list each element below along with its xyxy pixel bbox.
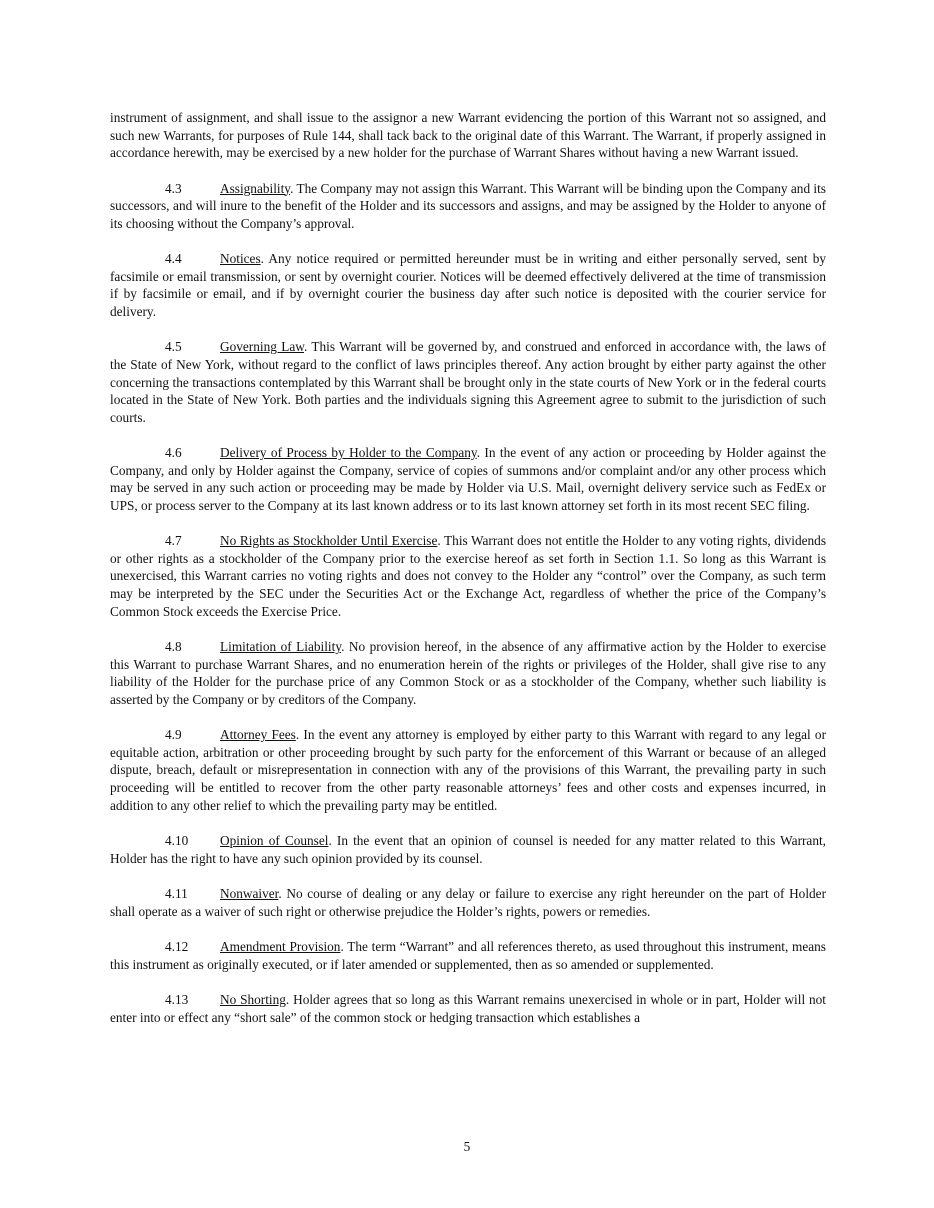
section-heading: Attorney Fees: [220, 727, 296, 743]
section-heading: Limitation of Liability: [220, 639, 342, 655]
section-4-8: [110, 638, 826, 708]
section-heading: Notices: [220, 251, 261, 267]
section-number: 4.12: [165, 938, 189, 954]
section-heading: No Shorting: [220, 991, 286, 1007]
section-text: . Any notice required or permitted hereunder must be in writing and either personally served, sent by facsimile or email transmission, or sent by overnight courier. Notices will be deemed effectively delivered at the time of transmission if by facsimile or email, and if by overnight courier the business day after such notice is deposited with the courier service for delivery.: [110, 251, 826, 319]
section-text: . The term “Warrant” and all references thereto, as used throughout this instrument, means this instrument as originally executed, or if later amended or supplemented, then as so amended or supplemented.: [110, 938, 826, 972]
section-number: 4.7: [165, 533, 182, 549]
section-text: . The Company may not assign this Warrant. This Warrant will be binding upon the Company and its successors, and will inure to the benefit of the Holder and its successors and assigns, and may be assigned by the Holder to anyone of its choosing without the Company’s approval.: [110, 180, 826, 231]
section-number: 4.4: [165, 251, 182, 267]
section-4-4: [110, 250, 826, 320]
section-number: 4.6: [165, 445, 182, 461]
section-text: . No course of dealing or any delay or failure to exercise any right hereunder on the part of Holder shall operate as a waiver of such right or otherwise prejudice the Holder’s rights, powers or remedies.: [110, 885, 826, 919]
section-number: 4.3: [165, 180, 182, 196]
section-heading: Opinion of Counsel: [220, 832, 329, 848]
section-4-3: [110, 180, 826, 233]
section-4-7: [110, 532, 826, 620]
section-heading: Nonwaiver: [220, 885, 279, 901]
section-heading: Governing Law: [220, 339, 304, 355]
section-text: . In the event that an opinion of counsel is needed for any matter related to this Warrant, Holder has the right to have any such opinion provided by its counsel.: [110, 832, 826, 866]
section-number: 4.9: [165, 727, 182, 743]
section-4-5: [110, 338, 826, 426]
section-text: . This Warrant will be governed by, and construed and enforced in accordance with, the laws of the State of New York, without regard to the conflict of laws principles thereof. Any action brought by either party against the other concerning the transactions contemplated by this Warrant shall be brought only in the state courts of New York or in the federal courts located in the State of New York. Both parties and the individuals signing this Agreement agree to submit to the jurisdiction of such courts.: [110, 339, 826, 425]
section-number: 4.5: [165, 339, 182, 355]
section-heading: Amendment Provision: [220, 938, 341, 954]
lead-paragraph: instrument of assignment, and shall issue to the assignor a new Warrant evidencing the portion of this Warrant not so assigned, and such new Warrants, for purposes of Rule 144, shall tack back to the original date of this Warrant. The Warrant, if properly assigned in accordance herewith, may be exercised by a new holder for the purchase of Warrant Shares without having a new Warrant issued.: [110, 110, 826, 161]
document-page: [110, 109, 826, 1044]
section-4-11: [110, 885, 826, 920]
section-number: 4.8: [165, 639, 182, 655]
section-4-12: [110, 938, 826, 973]
page-number: 5: [463, 1139, 471, 1154]
section-4-6: [110, 444, 826, 514]
section-heading: Assignability: [220, 180, 291, 196]
section-text: . This Warrant does not entitle the Holder to any voting rights, dividends or other rights as a stockholder of the Company prior to the exercise hereof as set forth in Section 1.1. So long as this Warrant is unexercised, this Warrant carries no voting rights and does not convey to the Holder any “control” over the Company, as such term may be interpreted by the SEC under the Securities Act or the Exchange Act, regardless of whether the price of the Company’s Common Stock exceeds the Exercise Price.: [110, 533, 827, 619]
section-4-13: [110, 991, 826, 1026]
section-number: 4.13: [165, 991, 189, 1007]
section-text: . In the event any attorney is employed by either party to this Warrant with regard to any legal or equitable action, arbitration or other proceeding brought by such party for the enforcement of this Warrant or because of an alleged dispute, breach, default or misrepresentation in connection with any of the provisions of this Warrant, the prevailing party in such proceeding will be entitled to recover from the other party reasonable attorneys’ fees and other costs and expenses incurred, in addition to any other relief to which the prevailing party may be entitled.: [110, 727, 826, 813]
section-number: 4.10: [165, 832, 189, 848]
section-number: 4.11: [165, 885, 188, 901]
section-4-10: [110, 832, 826, 867]
section-heading: No Rights as Stockholder Until Exercise: [220, 533, 438, 549]
section-text: . In the event of any action or proceeding by Holder against the Company, and only by Holder against the Company, service of copies of summons and/or complaint and/or any other process which may be served in any such action or proceeding may be made by Holder via U.S. Mail, overnight delivery service such as FedEx or UPS, or process server to the Company at its last known address or to its last known attorney set forth in its most recent SEC filing.: [110, 445, 826, 513]
section-text: . No provision hereof, in the absence of any affirmative action by the Holder to exercise this Warrant to purchase Warrant Shares, and no enumeration herein of the rights or privileges of the Holder, shall give rise to any liability of the Holder for the purchase price of any Common Stock or as a stockholder of the Company, whether such liability is asserted by the Company or by creditors of the Company.: [110, 639, 826, 707]
section-text: . Holder agrees that so long as this Warrant remains unexercised in whole or in part, Holder will not enter into or effect any “short sale” of the common stock or hedging transaction which establishes a: [110, 991, 826, 1025]
section-heading: Delivery of Process by Holder to the Company: [220, 445, 477, 461]
section-4-9: [110, 726, 826, 814]
